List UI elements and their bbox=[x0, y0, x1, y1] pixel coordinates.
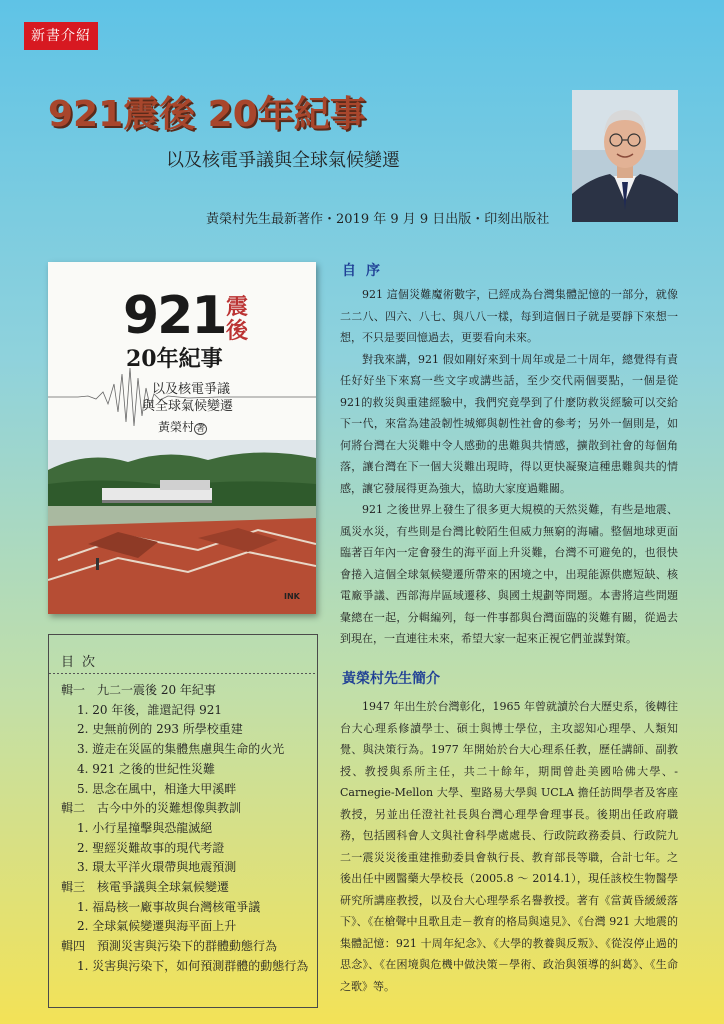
paragraph: 921 這個災難魔術數字，已經成為台灣集體記憶的一部分，就像二二八、四六、八七、與八八一樣，每到這個日子就是要靜下來想一想，不只是要回憶過去，更要看向未來。 bbox=[340, 288, 678, 344]
cover-subtitle-line: 與全球氣候變遷 bbox=[142, 399, 234, 414]
paragraph: 921 之後世界上發生了很多更大規模的天然災難，有些是地震、風災水災，有些則是台灣比較陌生但威力無窮的海嘯。整個地球更面臨著百年內一定會發生的海平面上升災難，台灣不可避免的，也很快會捲入這個全球氣候變遷所帶來的困境之中，出現能源供應短缺、核電廠爭議、西部海岸區域遷移、與國土規劃等問題。本書將這些問題彙總在一起，分輯編列，每一件事都與台灣面臨的災難有關，從過去到現在，一直連往未來，希望大家一起來正視它們並謀對策。 bbox=[340, 503, 678, 645]
toc-item: 2. 全球氣候變遷與海平面上升 bbox=[77, 919, 237, 934]
toc-item: 3. 環太平洋火環帶與地震預測 bbox=[77, 860, 237, 875]
cover-title-char: 後 bbox=[226, 318, 249, 344]
book-cover bbox=[48, 262, 316, 614]
cover-title-char: 震 bbox=[226, 294, 249, 320]
paragraph: 1947 年出生於台灣彰化，1965 年曾就讀於台大歷史系，後轉往台大心理系修讀學士、碩士與博士學位，主攻認知心理學、人類知覺、與決策行為。1977 年開始於台大心理系任教，歷任講師、副教授、教授與系所主任，共二十餘年，期間曾赴美國哈佛大學、-Carnegie-Mellon 大學、聖路易大學與 UCLA 擔任訪問學者及客座教授，另並出任澄社社長與台灣心理學會理事長。後期出任政府職務，包括國科會人文與社會科學處處長、行政院政務委員、行政院九二一震災災後重建推動委員會執行長、教育部長等職，合計七年。之後出任中國醫藥大學校長（2005.8 ～ 2014.1），現任該校生物醫學研究所講座教授，以及台大心理學系名譽教授。著有《當黃昏緩緩落下》、《在槍聲中且歌且走－教育的格局與遠見》、《台灣 921 大地震的集體記憶：921 十周年紀念》、《大學的教養與反叛》、《從沒停止過的思念》、《在困境與危機中做決策－學術、政治與領導的糾葛》、《生命之歌》等。 bbox=[340, 700, 678, 993]
toc-item: 1. 災害與污染下，如何預測群體的動態行為 bbox=[77, 958, 309, 973]
toc-list bbox=[61, 681, 313, 977]
toc-item: 1. 小行星撞擊與恐龍滅絕 bbox=[77, 820, 213, 835]
toc-part: 輯四 預測災害與污染下的群體動態行為 bbox=[61, 939, 278, 954]
table-of-contents bbox=[48, 634, 318, 1008]
bio-heading: 黃榮村先生簡介 bbox=[342, 671, 440, 687]
publisher-logo: INK bbox=[284, 592, 300, 601]
divider bbox=[49, 673, 317, 674]
toc-item: 2. 聖經災難故事的現代考證 bbox=[77, 840, 225, 855]
subtitle: 以及核電爭議與全球氣候變遷 bbox=[166, 150, 400, 171]
preface-body bbox=[340, 284, 678, 650]
toc-part: 輯三 核電爭議與全球氣候變遷 bbox=[61, 880, 230, 895]
byline: 黃榮村先生最新著作・2019 年 9 月 9 日出版・印刻出版社 bbox=[206, 212, 550, 227]
toc-part: 輯一 九二一震後 20 年紀事 bbox=[61, 683, 216, 697]
main-title: 921震後 20年紀事 bbox=[48, 94, 366, 135]
toc-item: 3. 遊走在災區的集體焦慮與生命的火光 bbox=[77, 742, 285, 757]
toc-item: 5. 思念在風中，相逢大甲溪畔 bbox=[77, 781, 237, 796]
cover-title-number: 921 bbox=[123, 286, 226, 346]
bio-body bbox=[340, 696, 678, 997]
preface-heading: 自序 bbox=[342, 263, 390, 279]
toc-part: 輯二 古今中外的災難想像與教訓 bbox=[61, 801, 242, 816]
cover-subtitle: 20年紀事 bbox=[126, 346, 223, 372]
toc-item: 2. 史無前例的 293 所學校重建 bbox=[77, 722, 243, 737]
toc-item: 1. 20 年後，誰還記得 921 bbox=[77, 702, 223, 717]
toc-title: 目次 bbox=[61, 655, 104, 670]
author-photo bbox=[572, 90, 678, 222]
cover-subtitle-line: 以及核電爭議 bbox=[152, 382, 231, 397]
toc-item: 4. 921 之後的世紀性災難 bbox=[77, 761, 215, 776]
new-book-tag: 新書介紹 bbox=[24, 22, 98, 50]
cover-author: 黃榮村 著 bbox=[158, 420, 206, 434]
toc-item: 1. 福島核一廠事故與台灣核電爭議 bbox=[77, 899, 261, 914]
cover-photo bbox=[48, 440, 316, 614]
paragraph: 對我來講，921 假如剛好來到十周年或是二十周年，總覺得有責任好好坐下來寫一些文字或講些話，至少交代兩個要點，一個是從921的救災與重建經驗中，我們究竟學到了什麼防救災經驗可以交給下一代，來當為建設韌性城鄉與韌性社會的參考；另外一個則是，如何將台灣在大災難中令人感動的患難與共情感，擴散到社會的每個角落，讓台灣在下一個大災難出現時，得以更快凝聚這種患難與共的情感，讓它發展得更為強大，協助大家度過難關。 bbox=[340, 352, 678, 495]
